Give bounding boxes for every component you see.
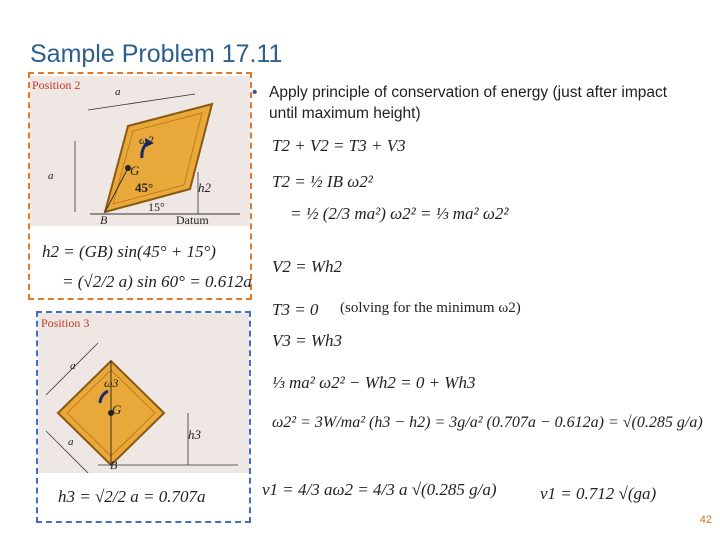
energy-conservation-equation: T2 + V2 = T3 + V3 <box>272 136 406 155</box>
omega2-squared-equation: ω2² = 3W/ma² (h3 − h2) = 3g/a² (0.707a − 0.612a) = √(0.285 g/a) <box>272 414 703 431</box>
block-position-2 <box>105 104 212 212</box>
page-number: 42 <box>699 514 712 526</box>
label-G-position-2: G <box>130 163 140 178</box>
t2-equation: T2 = ½ IB ω2² <box>272 172 373 191</box>
position-2-label: Position 2 <box>32 78 81 92</box>
h2-equation-line-1: h2 = (GB) sin(45° + 15°) <box>42 242 216 261</box>
t3-equation: T3 = 0 <box>272 300 319 319</box>
label-omega2: ω2 <box>139 133 154 147</box>
label-B-position-2: B <box>100 213 108 227</box>
position-2-diagram <box>30 76 250 226</box>
label-h2: h2 <box>198 180 211 195</box>
label-h3: h3 <box>188 427 201 442</box>
label-a-left-position-3: a <box>68 436 74 448</box>
v1-result-equation: v1 = 0.712 √(ga) <box>540 484 657 503</box>
label-a-left: a <box>48 170 54 182</box>
t3-note: (solving for the minimum ω2) <box>340 300 521 316</box>
v3-equation: V3 = Wh3 <box>272 331 343 350</box>
label-omega3: ω3 <box>104 376 119 390</box>
v2-equation: V2 = Wh2 <box>272 257 343 276</box>
bullet-text <box>252 82 692 124</box>
label-B-position-3: B <box>110 458 118 472</box>
h3-equation: h3 = √2/2 a = 0.707a <box>58 487 206 506</box>
position-3-label: Position 3 <box>41 316 90 330</box>
h2-equation-line-2: = (√2/2 a) sin 60° = 0.612a <box>62 272 252 291</box>
energy-balance-equation: ⅓ ma² ω2² − Wh2 = 0 + Wh3 <box>272 373 476 392</box>
position-3-diagram <box>38 313 249 473</box>
bullet-icon: • <box>252 84 258 101</box>
label-datum: Datum <box>176 213 209 227</box>
label-angle-15: 15° <box>148 200 165 214</box>
t2-expanded-equation: = ½ (2/3 ma²) ω2² = ⅓ ma² ω2² <box>290 204 509 223</box>
label-G-position-3: G <box>112 402 122 417</box>
bullet-label: Apply principle of conservation of energy (just after impact until maximum height) <box>269 84 668 122</box>
label-angle-45: 45° <box>135 180 154 195</box>
slide-title: Sample Problem 17.11 <box>30 40 283 68</box>
label-a-top-position-3: a <box>70 360 76 372</box>
v1-expression-equation: v1 = 4/3 aω2 = 4/3 a √(0.285 g/a) <box>262 480 497 499</box>
label-a-top: a <box>115 86 121 98</box>
